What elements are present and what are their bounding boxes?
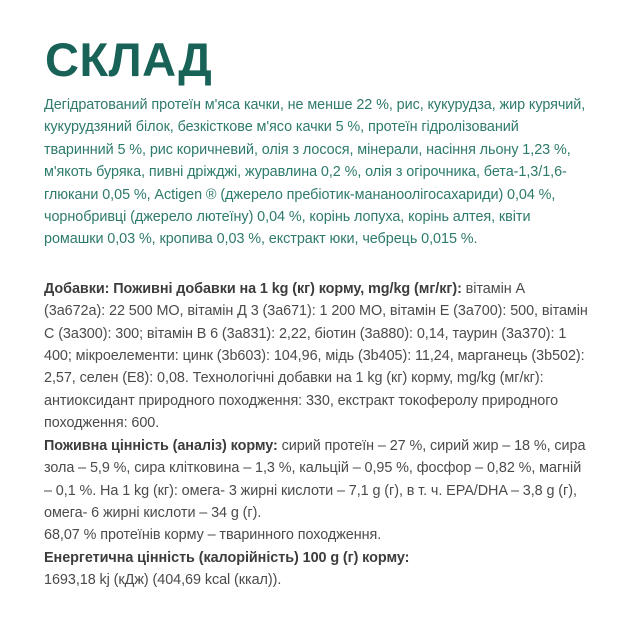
nutrition-paragraph	[44, 435, 590, 525]
composition-content	[44, 94, 590, 592]
nutrition-body-text: сирий протеїн – 27 %, сирий жир – 18 %, сира зола – 5,9 %, сира клітковина – 1,3 %, кальцій – 0,95 %, фосфор – 0,82 %, магній – 0,1 %. На 1 kg (кг): омега- 3 жирні кислоти – 7,1 g (г), в т. ч. EPA/DHA – 3,8 g (г), омега- 6 жирні кислоти – 34 g (г).	[44, 437, 586, 521]
page-title: СКЛАД	[45, 33, 213, 86]
ingredients-paragraph: Дегідратований протеїн м'яса качки, не менше 22 %, рис, кукурудза, жир курячий, кукурудзяний білок, безкісткове м'ясо качки 5 %, протеїн гідролізований тваринний 5 %, рис коричневий, олія з лосося, мінерали, насіння льону 1,23 %, м'якоть буряка, пивні дріжджі, журавлина 0,2 %, олія з огірочника, бета-1,3/1,6-глюкани 0,05 %, Actigen ® (джерело пребіотик-мананоолігосахариди) 0,04 %, чорнобривці (джерело лютеїну) 0,04 %, корінь лопуха, корінь алтея, квіти ромашки 0,03 %, кропива 0,03 %, екстракт юки, чебрець 0,015 %.	[44, 97, 586, 248]
analysis-block	[44, 278, 590, 592]
additives-lead-label: Добавки: Поживні добавки на 1 kg (кг) корму, mg/kg (мг/кг):	[44, 280, 462, 297]
nutrition-lead-label: Поживна цінність (аналіз) корму:	[44, 437, 278, 454]
energy-values-text: 1693,18 kj (кДж) (404,69 kcal (ккал)).	[44, 572, 282, 589]
additives-paragraph	[44, 278, 590, 435]
energy-lead-label: Енергетична цінність (калорійність) 100 g (г) корму:	[44, 549, 410, 566]
additives-body-text: вітамін А (3а672а): 22 500 МО, вітамін Д 3 (3а671): 1 200 МО, вітамін Е (3а700): 500, вітамін С (3а300): 300; вітамін В 6 (3а831): 2,22, біотин (3а880): 0,14, таурин (3а370): 1 400; мікроелементи: цинк (3b603): 104,96, мідь (3b405): 11,24, марганець (3b502): 2,57, селен (Е8): 0,08. Технологічні добавки на 1 kg (кг) корму, mg/kg (мг/кг): антиоксидант природного походження: 330, екстракт токоферолу природного походження: 600.	[44, 280, 588, 432]
protein-origin-note: 68,07 % протеїнів корму – тваринного походження.	[44, 527, 382, 544]
